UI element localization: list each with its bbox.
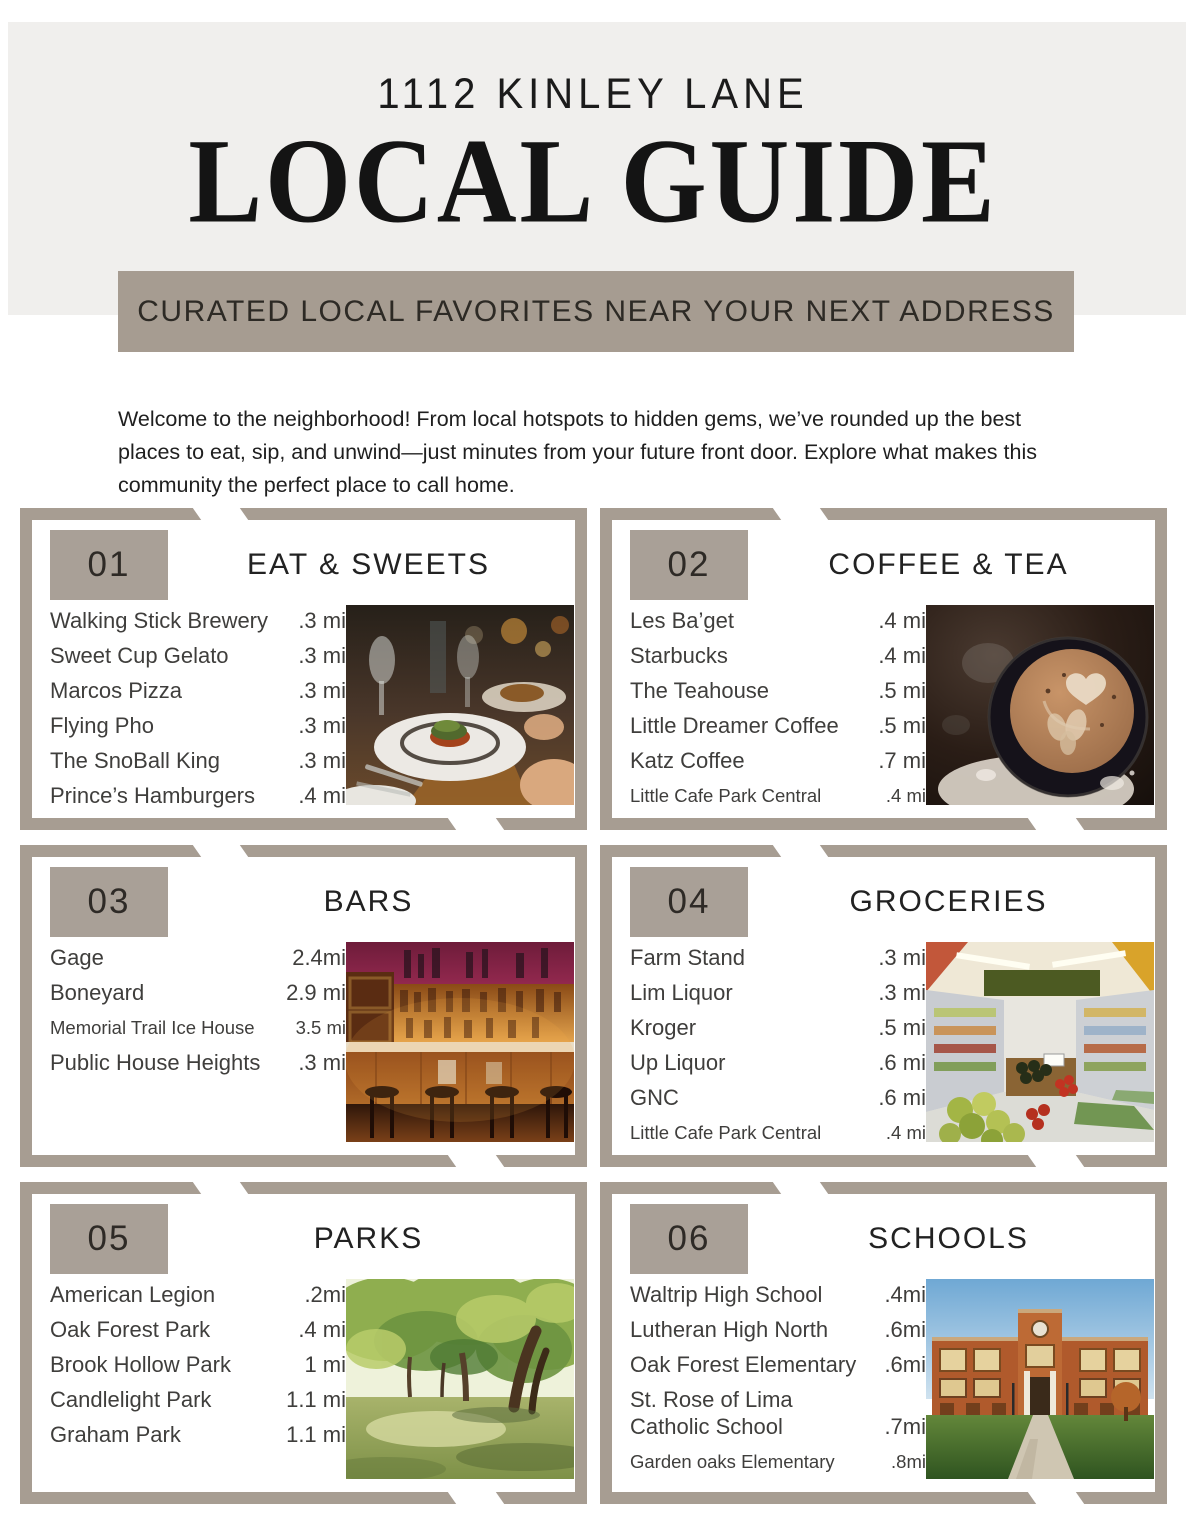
place-distance: .5 mi	[878, 678, 926, 703]
place-name: Katz Coffee	[630, 748, 745, 773]
place-list	[50, 942, 346, 1084]
place-name: Waltrip High School	[630, 1282, 823, 1307]
list-item	[630, 1281, 926, 1308]
place-name: Brook Hollow Park	[50, 1352, 231, 1377]
property-address: 1112 KINLEY LANE	[377, 70, 809, 118]
list-item	[630, 1386, 926, 1440]
list-item	[630, 1014, 926, 1041]
place-distance: .3 mi	[878, 980, 926, 1005]
place-list	[630, 942, 926, 1154]
park-trees-photo	[346, 1279, 574, 1479]
place-name: American Legion	[50, 1282, 216, 1307]
card-number-badge: 06	[630, 1204, 748, 1274]
grocery-store-produce-photo	[926, 942, 1154, 1142]
restaurant-dinner-table-photo	[346, 605, 574, 805]
list-item	[50, 1351, 346, 1378]
place-distance: .3 mi	[298, 713, 346, 738]
place-name: Marcos Pizza	[50, 678, 183, 703]
list-item	[50, 747, 346, 774]
place-name: Public House Heights	[50, 1050, 261, 1075]
place-distance: .3 mi	[298, 678, 346, 703]
border-notch	[193, 508, 248, 520]
place-distance: .4 mi	[298, 1317, 346, 1342]
place-distance: .6mi	[884, 1317, 926, 1342]
card-eat-sweets	[20, 508, 587, 830]
list-item	[50, 1049, 346, 1076]
list-item	[50, 642, 346, 669]
border-notch	[1028, 818, 1084, 830]
list-item	[50, 712, 346, 739]
border-notch	[773, 508, 828, 520]
card-title: PARKS	[313, 1222, 424, 1255]
list-item	[50, 979, 346, 1006]
place-name: The SnoBall King	[50, 748, 220, 773]
list-item	[630, 642, 926, 669]
place-name: Sweet Cup Gelato	[50, 643, 229, 668]
place-distance: 2.4mi	[292, 945, 346, 970]
place-distance: .4mi	[884, 1282, 926, 1307]
border-notch	[448, 1492, 504, 1504]
border-notch	[193, 1182, 248, 1194]
latte-art-coffee-photo	[926, 605, 1154, 805]
place-name: Up Liquor	[630, 1050, 726, 1075]
border-notch	[448, 1155, 504, 1167]
place-list	[630, 1279, 926, 1483]
place-distance: .4 mi	[878, 643, 926, 668]
list-item	[630, 979, 926, 1006]
place-distance: .3 mi	[298, 608, 346, 633]
card-number-badge: 03	[50, 867, 168, 937]
list-item	[50, 782, 346, 809]
place-name: Little Cafe Park Central	[630, 1122, 822, 1143]
card-number-badge: 05	[50, 1204, 168, 1274]
list-item	[630, 1119, 926, 1146]
card-parks	[20, 1182, 587, 1504]
border-notch	[1028, 1155, 1084, 1167]
place-distance: 3.5 mi	[295, 1017, 346, 1038]
list-item	[50, 944, 346, 971]
place-name: Oak Forest Elementary	[630, 1352, 857, 1377]
list-item	[50, 677, 346, 704]
place-distance: .6 mi	[878, 1085, 926, 1110]
place-name: Garden oaks Elementary	[630, 1451, 835, 1472]
place-distance: .5 mi	[878, 713, 926, 738]
place-name: St. Rose of Lima Catholic School	[630, 1387, 793, 1439]
border-notch	[773, 845, 828, 857]
place-distance: .7 mi	[878, 748, 926, 773]
place-name: Little Dreamer Coffee	[630, 713, 839, 738]
list-item	[630, 782, 926, 809]
place-distance: .2mi	[304, 1282, 346, 1307]
place-name: Memorial Trail Ice House	[50, 1017, 255, 1038]
list-item	[50, 1014, 346, 1041]
card-coffee-tea	[600, 508, 1167, 830]
card-title: BARS	[323, 885, 414, 918]
place-distance: .3 mi	[298, 643, 346, 668]
list-item	[630, 677, 926, 704]
place-name: Lim Liquor	[630, 980, 733, 1005]
place-distance: .5 mi	[878, 1015, 926, 1040]
place-name: Boneyard	[50, 980, 145, 1005]
place-name: Les Ba’get	[630, 608, 734, 633]
place-name: Flying Pho	[50, 713, 154, 738]
border-notch	[193, 845, 248, 857]
place-distance: 1.1 mi	[286, 1422, 346, 1447]
place-name: Gage	[50, 945, 104, 970]
place-distance: .7mi	[884, 1414, 926, 1439]
card-number-badge: 01	[50, 530, 168, 600]
place-name: The Teahouse	[630, 678, 770, 703]
card-groceries	[600, 845, 1167, 1167]
list-item	[50, 1316, 346, 1343]
place-distance: 1.1 mi	[286, 1387, 346, 1412]
list-item	[630, 607, 926, 634]
list-item	[50, 1281, 346, 1308]
card-title: GROCERIES	[849, 885, 1048, 918]
place-name: Candlelight Park	[50, 1387, 212, 1412]
place-name: Little Cafe Park Central	[630, 785, 822, 806]
page-title: LOCAL GUIDE	[188, 113, 998, 248]
place-distance: .4 mi	[878, 608, 926, 633]
list-item	[50, 607, 346, 634]
list-item	[630, 1316, 926, 1343]
list-item	[630, 747, 926, 774]
place-list	[50, 1279, 346, 1456]
border-notch	[773, 1182, 828, 1194]
place-list	[630, 605, 926, 817]
place-distance: 1 mi	[304, 1352, 346, 1377]
place-distance: .8mi	[891, 1451, 926, 1472]
intro-paragraph: Welcome to the neighborhood! From local hotspots to hidden gems, we’ve rounded up the best places to eat, sip, and unwind—just minutes from your future front door. Explore what makes this community the perfect place to call home.	[118, 406, 1037, 498]
card-title: COFFEE & TEA	[828, 548, 1069, 581]
place-name: Prince’s Hamburgers	[50, 783, 256, 808]
place-distance: .4 mi	[298, 783, 346, 808]
category-grid	[20, 508, 1167, 1504]
card-bars	[20, 845, 587, 1167]
place-name: Oak Forest Park	[50, 1317, 211, 1342]
place-name: Graham Park	[50, 1422, 181, 1447]
list-item	[630, 712, 926, 739]
card-number-badge: 04	[630, 867, 748, 937]
list-item	[50, 1421, 346, 1448]
place-name: Kroger	[630, 1015, 697, 1040]
place-distance: .6mi	[884, 1352, 926, 1377]
list-item	[50, 1386, 346, 1413]
card-title: SCHOOLS	[868, 1222, 1029, 1255]
list-item	[630, 1351, 926, 1378]
place-distance: .4 mi	[885, 1122, 926, 1143]
border-notch	[1028, 1492, 1084, 1504]
list-item	[630, 1448, 926, 1475]
school-building-photo	[926, 1279, 1154, 1479]
place-name: Starbucks	[630, 643, 728, 668]
card-number-badge: 02	[630, 530, 748, 600]
bar-interior-photo	[346, 942, 574, 1142]
list-item	[630, 944, 926, 971]
list-item	[630, 1049, 926, 1076]
card-title: EAT & SWEETS	[247, 548, 490, 581]
place-name: Farm Stand	[630, 945, 745, 970]
place-list	[50, 605, 346, 817]
place-distance: .3 mi	[878, 945, 926, 970]
place-distance: .4 mi	[885, 785, 926, 806]
place-distance: .6 mi	[878, 1050, 926, 1075]
list-item	[630, 1084, 926, 1111]
place-distance: 2.9 mi	[286, 980, 346, 1005]
subtitle-banner: CURATED LOCAL FAVORITES NEAR YOUR NEXT ADDRESS	[118, 271, 1074, 352]
place-distance: .3 mi	[298, 748, 346, 773]
place-distance: .3 mi	[298, 1050, 346, 1075]
border-notch	[448, 818, 504, 830]
place-name: Walking Stick Brewery	[50, 608, 269, 633]
place-name: Lutheran High North	[630, 1317, 829, 1342]
place-name: GNC	[630, 1085, 679, 1110]
card-schools	[600, 1182, 1167, 1504]
